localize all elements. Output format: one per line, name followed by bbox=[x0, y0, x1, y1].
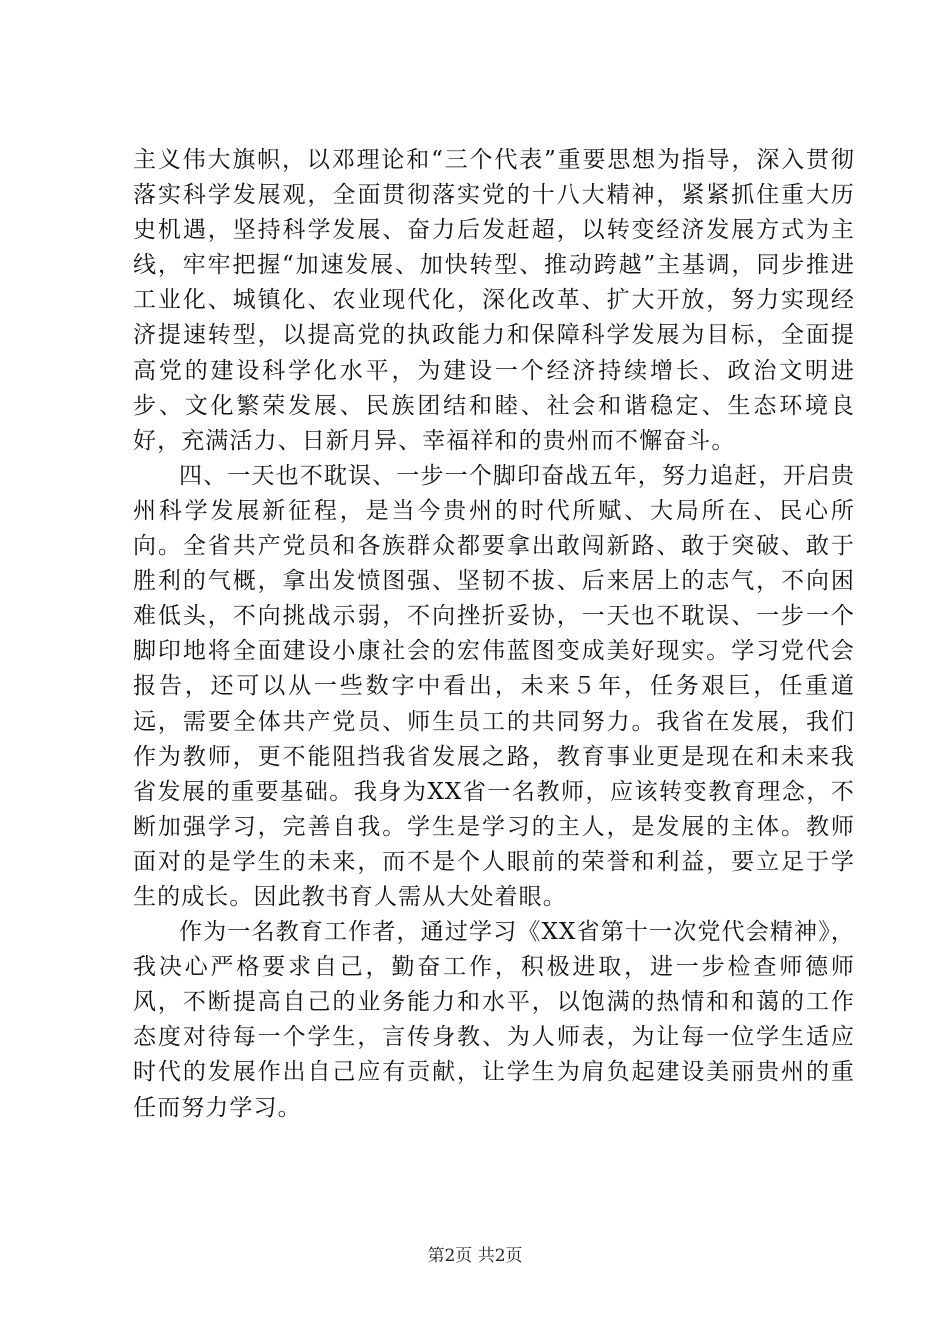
page-footer: 第2页 共2页 bbox=[427, 1246, 523, 1266]
paragraph-1: 主义伟大旗帜，以邓理论和“三个代表”重要思想为指导，深入贯彻落实科学发展观，全面贯彻落实党的十八大精神，紧紧抓住重大历史机遇，坚持科学发展、奋力后发赶超，以转变经济发展方式为主线，牢牢把握“加速发展、加快转型、推动跨越”主基调，同步推进工业化、城镇化、农业现代化，深化改革、扩大开放，努力实现经济提速转型，以提高党的执政能力和保障科学发展为目标，全面提高党的建设科学化水平，为建设一个经济持续增长、政治文明进步、文化繁荣发展、民族团结和睦、社会和谐稳定、生态环境良好，充满活力、日新月异、幸福祥和的贵州而不懈奋斗。 bbox=[133, 147, 855, 454]
paragraph-3: 作为一名教育工作者，通过学习《XX省第十一次党代会精神》，我决心严格要求自己，勤奋工作，积极进取，进一步检查师德师风，不断提高自己的业务能力和水平，以饱满的热情和和蔼的工作态度对待每一个学生，言传身教、为人师表，为让每一位学生适应时代的发展作出自己应有贡献，让学生为肩负起建设美丽贵州的重任而努力学习。 bbox=[133, 919, 855, 1121]
document-body bbox=[133, 143, 855, 1126]
paragraph-2: 四、一天也不耽误、一步一个脚印奋战五年，努力追赶，开启贵州科学发展新征程，是当今贵州的时代所赋、大局所在、民心所向。全省共产党员和各族群众都要拿出敢闯新路、敢于突破、敢于胜利的气概，拿出发愤图强、坚韧不拔、后来居上的志气，不向困难低头，不向挑战示弱，不向挫折妥协，一天也不耽误、一步一个脚印地将全面建设小康社会的宏伟蓝图变成美好现实。学习党代会报告，还可以从一些数字中看出，未来５年，任务艰巨，任重道远，需要全体共产党员、师生员工的共同努力。我省在发展，我们作为教师，更不能阻挡我省发展之路，教育事业更是现在和未来我省发展的重要基础。我身为XX省一名教师，应该转变教育理念，不断加强学习，完善自我。学生是学习的主人，是发展的主体。教师面对的是学生的未来，而不是个人眼前的荣誉和利益，要立足于学生的成长。因此教书育人需从大处着眼。 bbox=[133, 462, 855, 910]
